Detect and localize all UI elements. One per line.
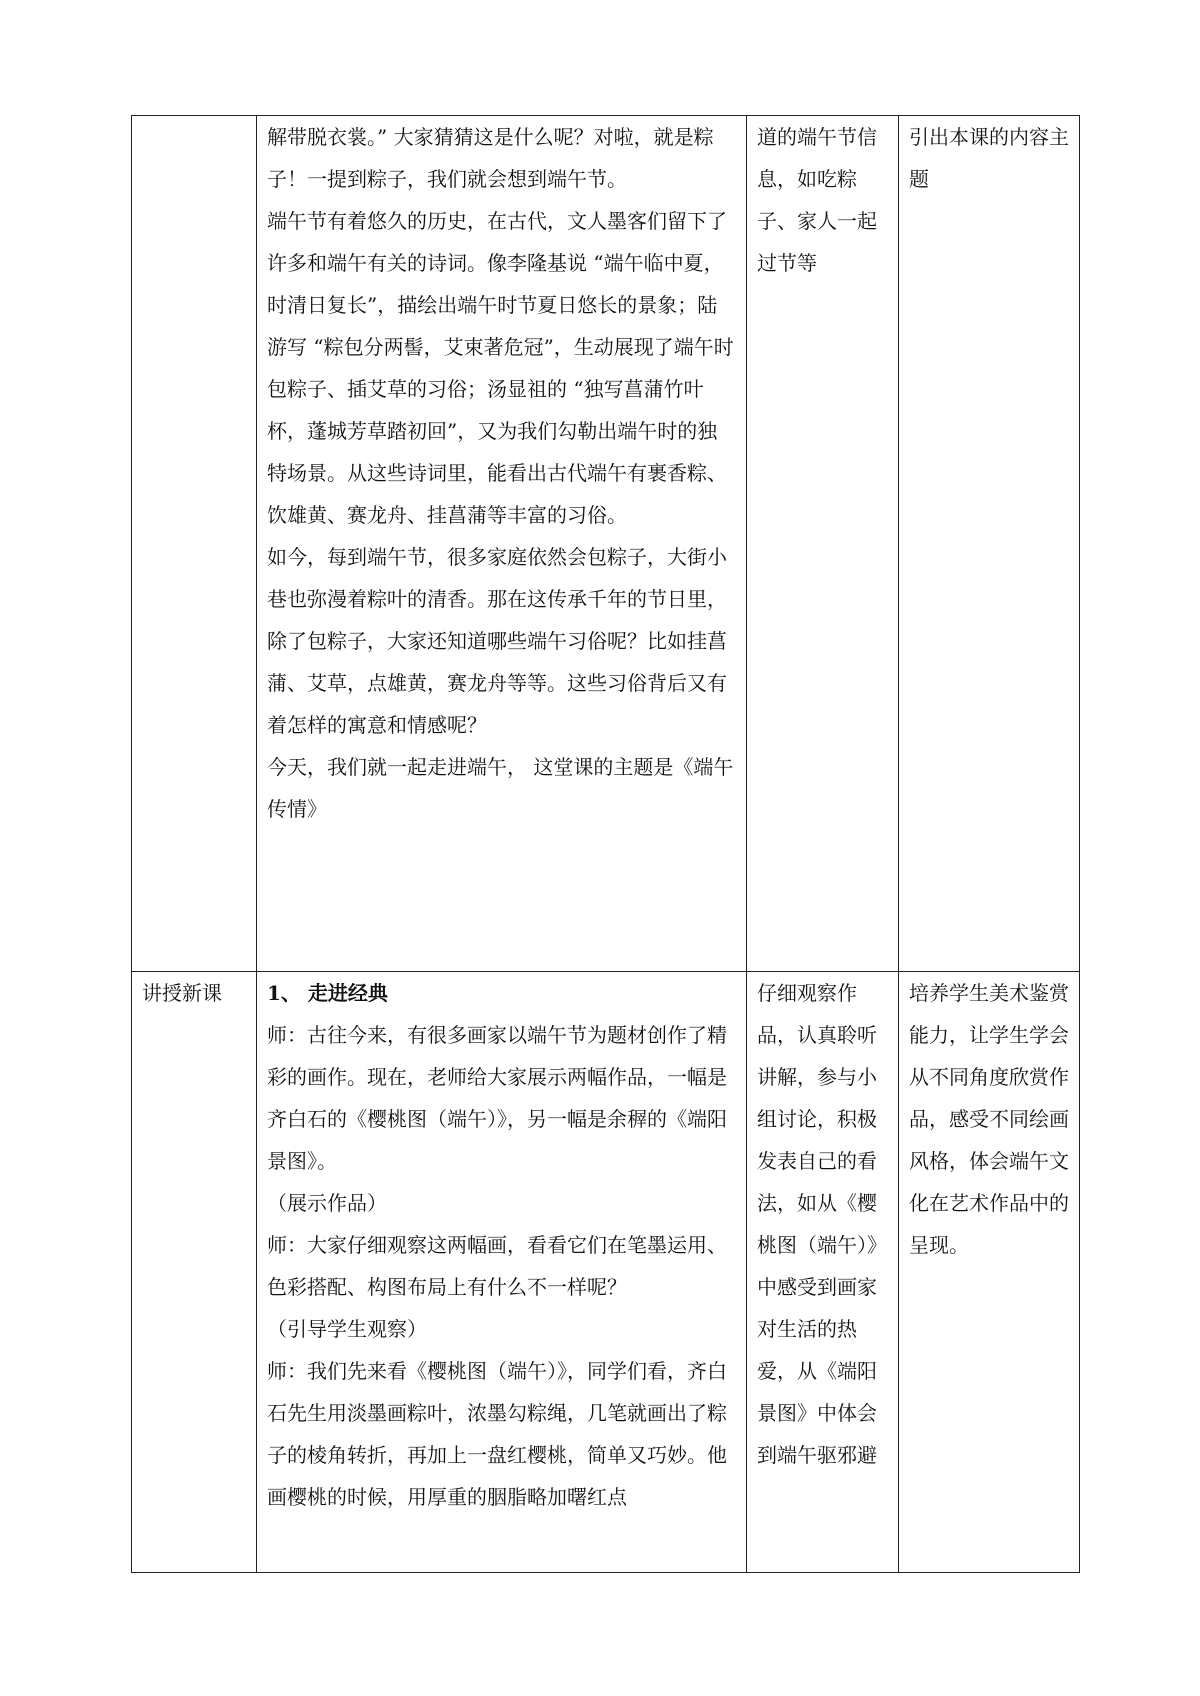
paragraph: 解带脱衣裳。” 大家猜猜这是什么呢？对啦，就是粽子！一提到粽子，我们就会想到端午节。 <box>267 125 714 191</box>
paragraph: 师：我们先来看《樱桃图（端午）》，同学们看，齐白石先生用淡墨画粽叶，浓墨勾粽绳，几笔就画出了粽子的棱角转折，再加上一盘红樱桃，简单又巧妙。他画樱桃的时候，用厚重的胭脂略加曙红点 <box>267 1359 727 1509</box>
paragraph: 如今，每到端午节，很多家庭依然会包粽子，大街小巷也弥漫着粽叶的清香。那在这传承千年的节日里，除了包粽子，大家还知道哪些端午习俗呢？比如挂菖蒲、艾草，点雄黄，赛龙舟等等。这些习俗背后又有着怎样的寓意和情感呢？ <box>267 545 727 737</box>
table-row <box>132 972 1080 1573</box>
paragraph: 师：大家仔细观察这两幅画，看看它们在笔墨运用、色彩搭配、构图布局上有什么不一样呢？ <box>267 1233 727 1299</box>
design-intent-cell: 培养学生美术鉴赏能力，让学生学会从不同角度欣赏作品，感受不同绘画风格，体会端午文化在艺术作品中的呈现。 <box>899 972 1080 1573</box>
teacher-activity-cell <box>257 116 747 972</box>
teacher-activity-cell <box>257 972 747 1573</box>
stage-cell <box>132 116 257 972</box>
student-activity-cell: 道的端午节信息，如吃粽子、家人一起过节等 <box>747 116 899 972</box>
stage-cell: 讲授新课 <box>132 972 257 1573</box>
paragraph: 师：古往今来，有很多画家以端午节为题材创作了精彩的画作。现在，老师给大家展示两幅作品，一幅是齐白石的《樱桃图（端午）》，另一幅是余稺的《端阳景图》。 <box>267 1023 727 1173</box>
paragraph: （展示作品） <box>267 1191 387 1215</box>
paragraph: 端午节有着悠久的历史，在古代，文人墨客们留下了许多和端午有关的诗词。像李隆基说 “端午临中夏，时清日复长”，描绘出端午时节夏日悠长的景象；陆游写 “粽包分两髻，艾束著危冠”，生动展现了端午时包粽子、插艾草的习俗；汤显祖的 “独写菖蒲竹叶杯，蓬城芳草踏初回”，又为我们勾勒出端午时的独特场景。从这些诗词里，能看出古代端午有裹香粽、饮雄黄、赛龙舟、挂菖蒲等丰富的习俗。 <box>267 209 734 527</box>
lesson-plan-table <box>131 115 1080 1573</box>
paragraph: 今天，我们就一起走进端午， 这堂课的主题是《端午传情》 <box>267 755 734 821</box>
student-activity-cell: 仔细观察作品，认真聆听讲解，参与小组讨论，积极发表自己的看法，如从《樱桃图（端午）》中感受到画家对生活的热爱，从《端阳景图》中体会到端午驱邪避 <box>747 972 899 1573</box>
table-row <box>132 116 1080 972</box>
paragraph: （引导学生观察） <box>267 1317 427 1341</box>
section-heading: 1、 走进经典 <box>267 981 388 1005</box>
design-intent-cell: 引出本课的内容主题 <box>899 116 1080 972</box>
